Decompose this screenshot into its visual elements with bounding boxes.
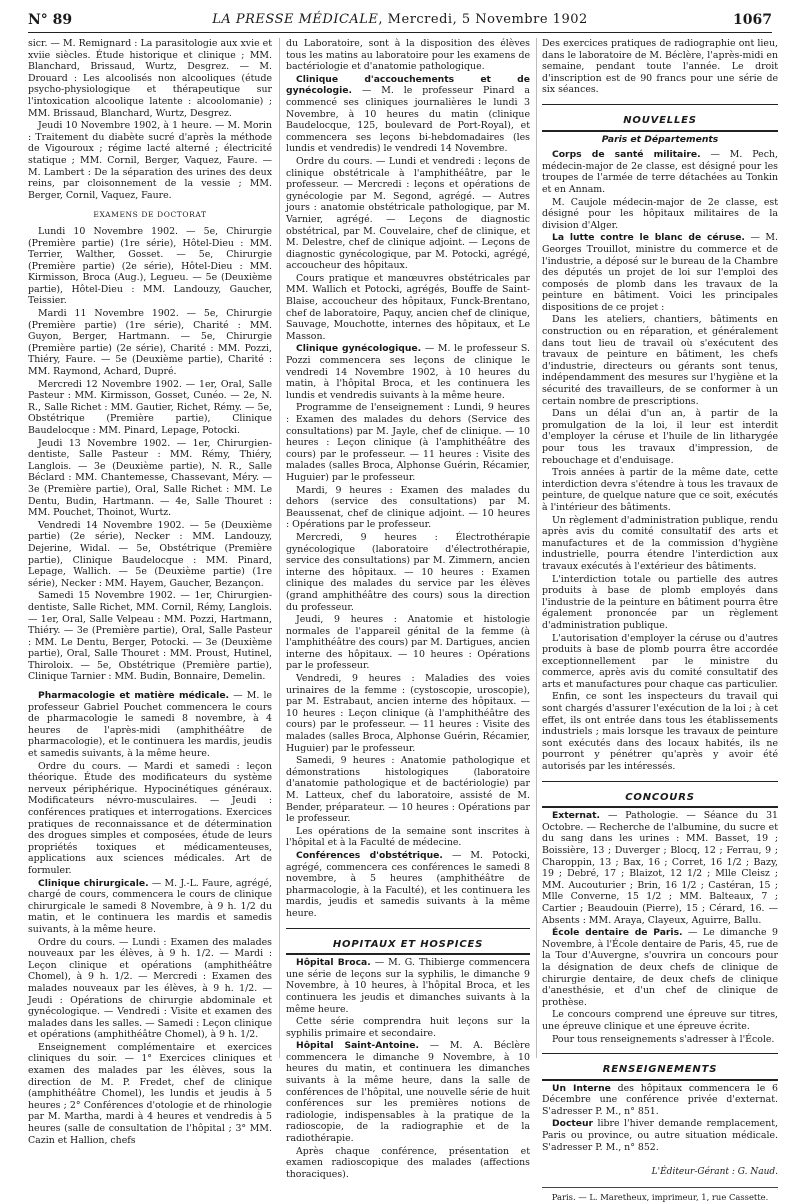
section-heading: NOUVELLES [542,115,778,132]
paragraph: Externat. — Pathologie. — Séance du 31 Octobre. — Recherche de l'albumine, du sucre et du sang dans les urines : MM. Basset, 19 ; Boissière, 13 ; Duverger ; Blocq, 12 ; Ferrau, 9 ; Charoppin, 13 ; Bax, 16 ; Corret, 16 1/2 ; Bazy, 19 ; Debré, 17 ; Blaizot, 12 1/2 ; Mlle Cleisz ; MM. Aucouturier ; Brin, 16 1/2 ; Castéran, 15 ; Mlle Converne, 15 1/2 ; MM. Balteaux, 7 ; Cartier ; Beaudouin (Pierre), 15 ; Cérard, 16. — Absents : MM. Araya, Clayeux, Aguirre, Ballu. [542,810,778,926]
editor-signature: L'Éditeur-Gérant : G. Naud. [651,1167,778,1178]
paragraph: Jeudi 13 Novembre 1902. — 1er, Chirurgien-dentiste, Salle Pasteur : MM. Rémy, Thiéry, Langlois. — 3e (Deuxième partie), N. R., Salle Béclard : MM. Chantemesse, Chassevant, Méry. — 3e (Première partie), Oral, Salle Richet : MM. Le Dentu, Budin, Hartmann. — 4e, Salle Thouret : MM. Pouchet, Thoinot, Wurtz. [28,437,272,519]
paragraph: Clinique gynécologique. — M. le professeur S. Pozzi commencera ses leçons de clinique le vendredi 14 Novembre 1902, à 10 heures du matin, à l'hôpital Broca, et les continuera les lundis et vendredis suivants à la même heure. [286,343,530,401]
item-heading: Corps de santé militaire. [552,149,701,161]
column-right [542,38,778,1202]
issue-number: N° 89 [28,12,73,28]
column-left [28,38,272,1146]
paragraph: École dentaire de Paris. — Le dimanche 9 Novembre, à l'École dentaire de Paris, 45, rue de la Tour d'Auvergne, s'ouvrira un concours pour la désignation de deux chefs de clinique de chirurgie dentaire, de deux chefs de clinique d'anesthésie, et d'un chef de clinique de prothèse. [542,927,778,1008]
item-heading: Clinique gynécologique. [296,343,422,355]
journal-name: LA PRESSE MÉDICALE [212,12,379,27]
page-header [28,10,772,33]
paragraph: Dans un délai d'un an, à partir de la promulgation de la loi, il leur est interdit d'employer la céruse et l'huile de lin litharygée pour tous les travaux d'impression, de rebouchage et d'enduisage. [542,408,778,466]
paragraph: Mardi 11 Novembre 1902. — 5e, Chirurgie (Première partie) (1re série), Charité : MM. Guyon, Berger, Hartmann. — 5e, Chirurgie (Première partie) (2e série), Charité : MM. Pozzi, Thiéry, Faure. — 5e (Deuxième partie), Charité : MM. Raymond, Achard, Dupré. [28,308,272,378]
paragraph: Jeudi 10 Novembre 1902, à 1 heure. — M. Morin : Traitement du diabète sucré d'après la méthode de Vigouroux ; régime lacté alterné ; électricité statique ; MM. Cornil, Berger, Vaquez, Faure. — M. Lambert : De la séparation des urines des deux reins, par cloisonnement de la vessie ; MM. Berger, Cornil, Vaquez, Faure. [28,120,272,201]
paragraph: Pour tous renseignements s'adresser à l'École. [552,1033,775,1045]
paragraph: Samedi 15 Novembre 1902. — 1er, Chirurgien-dentiste, Salle Richet, MM. Cornil, Rémy, Langlois. — 1er, Oral, Salle Velpeau : MM. Pozzi, Hartmann, Thiéry. — 3e (Première partie), Oral, Salle Pasteur : MM. Le Dentu, Berger, Potocki. — 3e (Deuxième partie), Oral, Salle Thouret : MM. Proust, Hutinel, Thiroloix. — 5e, Obstétrique (Première partie), Clinique Tarnier : MM. Budin, Bonnaire, Demelin. [28,590,272,683]
paragraph: Après chaque conférence, présentation et examen radioscopique des malades (affections thoraciques). [286,1145,530,1180]
paragraph: La lutte contre le blanc de céruse. — M. Georges Trouillot, ministre du commerce et de l'industrie, a déposé sur le bureau de la Chambre des députés un projet de loi sur l'emploi des composés de plomb dans les travaux de la peinture en bâtiment. Voici les principales dispositions de ce projet : [542,232,778,313]
paragraph: Clinique chirurgicale. — M. J.-L. Faure, agrégé, chargé de cours, commencera le cours de clinique chirurgicale le samedi 8 Novembre, à 9 h. 1/2 du matin, et le continuera les mardis et samedis suivants, à la même heure. [28,877,272,935]
column-middle [286,38,530,1180]
paragraph: M. Caujole médecin-major de 2e classe, est désigné pour les hôpitaux militaires de la division d'Alger. [542,196,778,231]
paragraph: Corps de santé militaire. — M. Pech, médecin-major de 2e classe, est désigné pour les troupes de l'armée de terre détachées au Tonkin et en Annam. [542,149,778,195]
paragraph: Le concours comprend une épreuve sur titres, une épreuve clinique et une épreuve écrite. [542,1009,778,1032]
paragraph: Les opérations de la semaine sont inscrites à l'hôpital et à la Faculté de médecine. [286,825,530,849]
item-heading: École dentaire de Paris. [552,927,683,939]
column-divider [279,38,280,1058]
paragraph: Des exercices pratiques de radiographie ont lieu, dans le laboratoire de M. Béclère, l'après-midi en semaine, pendant toute l'année. Le droit d'inscription est de 90 francs pour une série de six séances. [542,38,778,96]
section-heading: HOPITAUX ET HOSPICES [286,939,530,956]
paragraph: Ordre du cours. — Mardi et samedi : leçon théorique. Étude des modificateurs du système nerveux périphérique. Hypocinétiques généraux. Modificateurs névro-musculaires. — Jeudi : conférences pratiques et interrogations. Exercices pratiques de reconnaissance et de détermination des drogues simples et composées, étude de leurs propriétés toxiques et médicamenteuses, applications aux sciences médicales. Art de formuler. [28,760,272,876]
item-heading: Un Interne [552,1082,611,1094]
paragraph: Vendredi 14 Novembre 1902. — 5e (Deuxième partie) (2e série), Necker : MM. Landouzy, Dejerine, Widal. — 5e, Obstétrique (Première partie), Clinique Baudelocque : MM. Pinard, Lepage, Wallich. — 5e (Deuxième partie) (1re série), Necker : MM. Hayem, Gaucher, Bezançon. [28,519,272,589]
item-heading: Clinique chirurgicale. [38,877,149,889]
section-subheading: Paris et Départements [601,133,719,145]
paragraph: Ordre du cours. — Lundi : Examen des malades nouveaux par les élèves, à 9 h. 1/2. — Mardi : Leçon clinique et opérations (amphithéâtre Chomel), à 9 h. 1/2. — Mercredi : Examen des malades nouveaux par les élèves, à 9 h. 1/2. — Jeudi : Opérations de chirurgie abdominale et gynécologique. — Vendredi : Visite et examen des malades dans les salles. — Samedi : Leçon clinique et opérations (amphithéâtre Chomel), à 9 h. 1/2. [28,936,272,1041]
paragraph: Vendredi, 9 heures : Maladies des voies urinaires de la femme : (cystoscopie, uroscopie), par M. Estrabaut, ancien interne des hôpitaux. — 10 heures : Leçon clinique (à l'amphithéâtre des cours) par le professeur. — 11 heures : Visite des malades (salles Broca, Alphonse Guérin, Récamier, Huguier) par le professeur. [286,673,530,754]
paragraph: Jeudi, 9 heures : Anatomie et histologie normales de l'appareil génital de la femme (à l'amphithéâtre des cours) par M. Dartigues, ancien interne des hôpitaux. — 10 heures : Opérations par le professeur. [286,614,530,672]
paragraph: Un Interne des hôpitaux commencera le 6 Décembre une conférence privée d'externat. S'adresser P. M., n° 851. [542,1082,778,1117]
paragraph: Dans les ateliers, chantiers, bâtiments en construction ou en réparation, et généralement dans tout lieu de travail où s'exécutent des travaux de peinture en bâtiment, les chefs d'industrie, directeurs ou gérants sont tenus, indépendamment des mesures sur l'hygiène et la sécurité des travailleurs, de se conformer à un certain nombre de prescriptions. [542,314,778,407]
paragraph: Mardi, 9 heures : Examen des malades du dehors (service des consultations) par M. Beaussenat, chef de clinique adjoint. — 10 heures : Opérations par le professeur. [286,484,530,531]
item-heading: Hôpital Saint-Antoine. [296,1040,419,1052]
journal-title [28,12,772,27]
section-subtitle: EXAMENS DE DOCTORAT [93,210,207,220]
item-heading: Externat. [552,810,600,822]
item-heading: Hôpital Broca. [296,957,371,969]
section-heading: RENSEIGNEMENTS [542,1064,778,1081]
paragraph: Enseignement complémentaire et exercices cliniques du soir. — 1° Exercices cliniques et examen des malades par les élèves, sous la direction de M. P. Fredet, chef de clinique (amphithéâtre Chomel), les lundis et jeudis à 5 heures ; 2° Conférences d'otologie et de rhinologie par M. Martha, mardi à 4 heures et vendredis à 5 heures (salle de consultation de l'hôpital ; 3° MM. Cazin et Hallion, chefs [28,1041,272,1146]
paragraph: Cette série comprendra huit leçons sur la syphilis primaire et secondaire. [286,1016,530,1039]
paragraph: du Laboratoire, sont à la disposition des élèves tous les matins au laboratoire pour les examens de bactériologie et d'anatomie pathologique. [286,38,530,73]
paragraph: Enfin, ce sont les inspecteurs du travail qui sont chargés d'assurer l'exécution de la loi ; à cet effet, ils ont entrée dans tous les établissements industriels ; mais lorsque les travaux de peinture sont exécutés dans des locaux habités, ils ne pourront y pénétrer qu'après y avoir été autorisés par les intéressés. [542,691,778,773]
paragraph: Ordre du cours. — Lundi et vendredi : leçons de clinique obstétricale à l'amphithéâtre, par le professeur. — Mercredi : leçons et opérations de gynécologie par M. Segond, agrégé. — Autres jours : anatomie obstétricale pathologique, par M. Varnier, agrégé. — Leçons de diagnostic obstétrical, par M. Couvelaire, chef de clinique, et M. Delestre, chef de clinique adjoint. — Leçons de diagnostic gynécologique, par M. Potocki, agrégé, accoucheur des hôpitaux. [286,155,530,272]
paragraph: Cours pratique et manœuvres obstétricales par MM. Wallich et Potocki, agrégés, Bouffe de Saint-Blaise, accoucheur des hôpitaux, Funck-Brentano, chef de laboratoire, Paquy, ancien chef de clinique, Sauvage, Mouchotte, internes des hôpitaux, et Le Masson. [286,272,530,342]
paragraph: Samedi, 9 heures : Anatomie pathologique et démonstrations histologiques (laboratoire d'anatomie pathologique et de bactériologie) par M. Latteux, chef du laboratoire, assisté de M. Bender, préparateur. — 10 heures : Opérations par le professeur. [286,755,530,825]
page-number: 1067 [733,12,772,28]
paragraph: Clinique d'accouchements et de gynécologie. — M. le professeur Pinard a commencé ses cliniques journalières le lundi 3 Novembre, à 10 heures du matin (clinique Baudelocque, 125, boulevard de Port-Royal), et commencera ses leçons bi-hebdomadaires (les lundis et vendredis) le vendredi 14 Novembre. [286,73,530,155]
section-heading: CONCOURS [542,792,778,809]
printer-line: Paris. — L. Maretheux, imprimeur, 1, rue Cassette. [542,1187,778,1203]
paragraph: L'autorisation d'employer la céruse ou d'autres produits à base de plomb pourra être accordée exceptionnellement par le ministre du commerce, après avis du comité consultatif des arts et manufactures pour chaque cas particulier. [542,632,778,690]
paragraph: Programme de l'enseignement : Lundi, 9 heures : Examen des malades du dehors (Service des consultations) par M. Jayle, chef de clinique. — 10 heures : Leçon clinique (à l'amphithéâtre des cours) par le professeur. — 11 heures : Visite des malades (salles Broca, Alphonse Guérin, Récamier, Huguier) par le professeur. [286,402,530,483]
paragraph: Pharmacologie et matière médicale. — M. le professeur Gabriel Pouchet commencera le cours de pharmacologie le samedi 8 novembre, à 4 heures de l'après-midi (amphithéâtre de pharmacologie), et le continuera les mardis, jeudis et samedis suivants, à la même heure. [28,690,272,760]
paragraph: Docteur libre l'hiver demande remplacement, Paris ou province, ou autre situation médicale. S'adresser P. M., n° 852. [542,1118,778,1153]
item-heading: La lutte contre le blanc de céruse. [552,232,745,244]
item-heading: Clinique d'accouchements et de gynécologie. [286,73,530,97]
issue-date: , Mercredi, 5 Novembre 1902 [378,12,588,27]
paragraph: Hôpital Broca. — M. G. Thibierge commencera une série de leçons sur la syphilis, le dimanche 9 Novembre, à 10 heures, à l'hôpital Broca, et les continuera les jeudis et dimanches suivants à la même heure. [286,957,530,1015]
item-heading: Conférences d'obstétrique. [296,849,443,861]
paragraph: Hôpital Saint-Antoine. — M. A. Béclère commencera le dimanche 9 Novembre, à 10 heures du matin, et continuera les dimanches suivants à la même heure, dans la salle de conférences de l'hôpital, une nouvelle série de huit conférences sur les premières notions de radiologie, indispensables à la pratique de la radioscopie, de la radiographie et de la radiothérapie. [286,1040,530,1145]
paragraph: L'interdiction totale ou partielle des autres produits à base de plomb employés dans l'industrie de la peinture en bâtiment pourra être également prononcée par un règlement d'administration publique. [542,573,778,631]
column-divider [536,38,537,1058]
paragraph: Conférences d'obstétrique. — M. Potocki, agrégé, commencera ces conférences le samedi 8 novembre, à 5 heures (amphithéâtre de pharmacologie, à la Faculté), et les continuera les mardis, jeudis et samedis suivants à la même heure. [286,849,530,919]
paragraph: Un règlement d'administration publique, rendu après avis du comité consultatif des arts et manufactures et de la commission d'hygiène industrielle, pourra étendre l'interdiction aux travaux exécutés à l'extérieur des bâtiments. [542,514,778,572]
paragraph: Mercredi 12 Novembre 1902. — 1er, Oral, Salle Pasteur : MM. Kirmisson, Gosset, Cunéo. — 2e, N. R., Salle Richet : MM. Gautier, Richet, Rémy. — 5e, Obstétrique (Première partie), Clinique Baudelocque : MM. Pinard, Lepage, Potocki. [28,378,272,436]
paragraph: Lundi 10 Novembre 1902. — 5e, Chirurgie (Première partie) (1re série), Hôtel-Dieu : MM. Terrier, Walther, Gosset. — 5e, Chirurgie (Première partie) (2e série), Hôtel-Dieu : MM. Kirmisson, Broca (Aug.), Legueu. — 5e (Deuxième partie), Hôtel-Dieu : MM. Landouzy, Gaucher, Teissier. [28,225,272,307]
paragraph: Mercredi, 9 heures : Électrothérapie gynécologique (laboratoire d'électrothérapie, service des consultations) par M. Zimmern, ancien interne des hôpitaux. — 10 heures : Examen clinique des malades du service par les élèves (grand amphithéâtre des cours) sous la direction du professeur. [286,531,530,613]
item-heading: Docteur [552,1118,594,1130]
paragraph: sicr. — M. Remignard : La parasitologie aux xvie et xviie siècles. Étude historique et clinique ; MM. Blanchard, Brissaud, Wurtz, Desgrez. — M. Drouard : Les alcoolisés non alcooliques (étude psycho-physiologique et thérapeutique sur l'intoxication alcoolique latente : alcoolomanie) ; MM. Brissaud, Blanchard, Wurtz, Desgrez. [28,38,272,119]
paragraph: Trois années à partir de la même date, cette interdiction devra s'étendre à tous les travaux de peinture, de quelque nature que ce soit, exécutés à l'intérieur des bâtiments. [542,467,778,513]
item-heading: Pharmacologie et matière médicale. [38,690,230,702]
